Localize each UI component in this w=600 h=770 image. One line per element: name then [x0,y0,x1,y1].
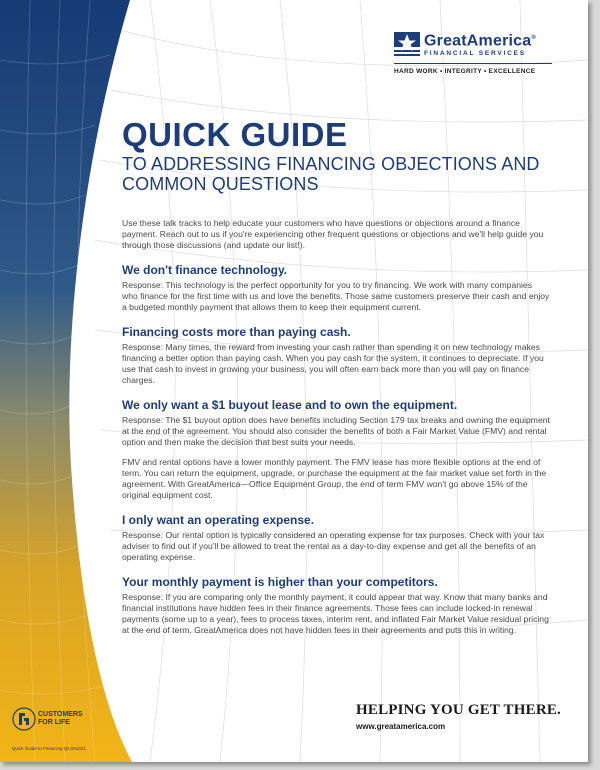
section-operating-expense [122,513,550,563]
footer-slogan: HELPING YOU GET THERE. [356,702,562,718]
logo-divider [394,63,552,64]
guide-body [122,218,550,648]
section-heading: Your monthly payment is higher than your competitors. [122,575,438,589]
page-title: QUICK GUIDE [122,116,348,153]
cfl-line-1: CUSTOMERS [38,711,83,718]
page-subtitle: TO ADDRESSING FINANCING OBJECTIONS AND COMMON QUESTIONS [122,154,540,194]
section-heading: We don't finance technology. [122,263,288,277]
section-higher-monthly-payment [122,575,550,636]
customers-for-life-badge-icon [12,707,36,731]
section-response: Response: If you are comparing only the monthly payment, it could appear that way. Know that many banks and financial institutions have hidden fees in their finance agreements. Those fees can include locked-in renewal payments (some up to a year), fees to process taxes, interim rent, and inflated Fair Market Value residual pricing at the end of term. GreatAmerica does not have hidden fees in their agreements and puts this in writing. [122,592,549,635]
section-response: Response: Many times, the reward from investing your cash rather than spending it on new technology makes financing a better option than paying cash. When you pay cash for the system, it continues to depreciate. If you use that cash to invest in growing your business, you will often earn back more than you will pay on finance charges. [122,342,544,385]
star-flag-logo-icon [394,32,420,56]
brand-name: GreatAmerica [424,32,532,50]
greatamerica-logo [394,30,554,75]
section-costs-more-than-cash [122,325,550,386]
section-heading: We only want a $1 buyout lease and to own the equipment. [122,398,458,412]
section-response-continued: FMV and rental options have a lower monthly payment. The FMV lease has more flexible options at the end of term. You can return the equipment, upgrade, or purchase the equipment at the fair market value set forth in the agreement. With GreatAmerica—Office Equipment Group, the end of term FMV won't go above 15% of the original equipment cost. [122,457,547,500]
brand-tagline: HARD WORK • INTEGRITY • EXCELLENCE [394,68,536,76]
cfl-line-2: FOR LIFE [38,719,70,726]
section-response: Response: Our rental option is typically considered an operating expense for tax purposes. Check with your tax adviser to find out if you'll be allowed to treat the rental as a day-to-day expense and get all the benefits of an operating expense. [122,530,545,562]
brand-subtitle: FINANCIAL SERVICES [424,50,526,58]
customers-for-life-logo [12,707,83,731]
footer-website-link[interactable]: www.greatamerica.com [356,722,446,731]
section-response: Response: The $1 buyout option does have benefits including Section 179 tax breaks and owning the equipment at the end of the agreement. You should also consider the benefits of both a Fair Market Value (FMV) and rental option and then make the decision that best suits your needs. [122,415,550,447]
section-response: Response: This technology is the perfect opportunity for you to try financing. We work with many companies who finance for the first time with us and love the benefits. Those same customers preserve their cash and enjoy a budgeted monthly payment that allows them to keep their equipment current. [122,280,550,312]
section-buyout-lease [122,398,550,501]
document-code: Quick Guide to Financing Qs 091321 [12,746,86,751]
registered-mark: ® [531,35,536,41]
section-heading: Financing costs more than paying cash. [122,325,351,339]
section-heading: I only want an operating expense. [122,513,315,527]
intro-paragraph: Use these talk tracks to help educate your customers who have questions or objections around a finance payment. Reach out to us if you're experiencing other frequent questions or objections and we'll help guide you through those discussions (and update our list!). [122,218,544,250]
section-dont-finance-technology [122,263,550,313]
